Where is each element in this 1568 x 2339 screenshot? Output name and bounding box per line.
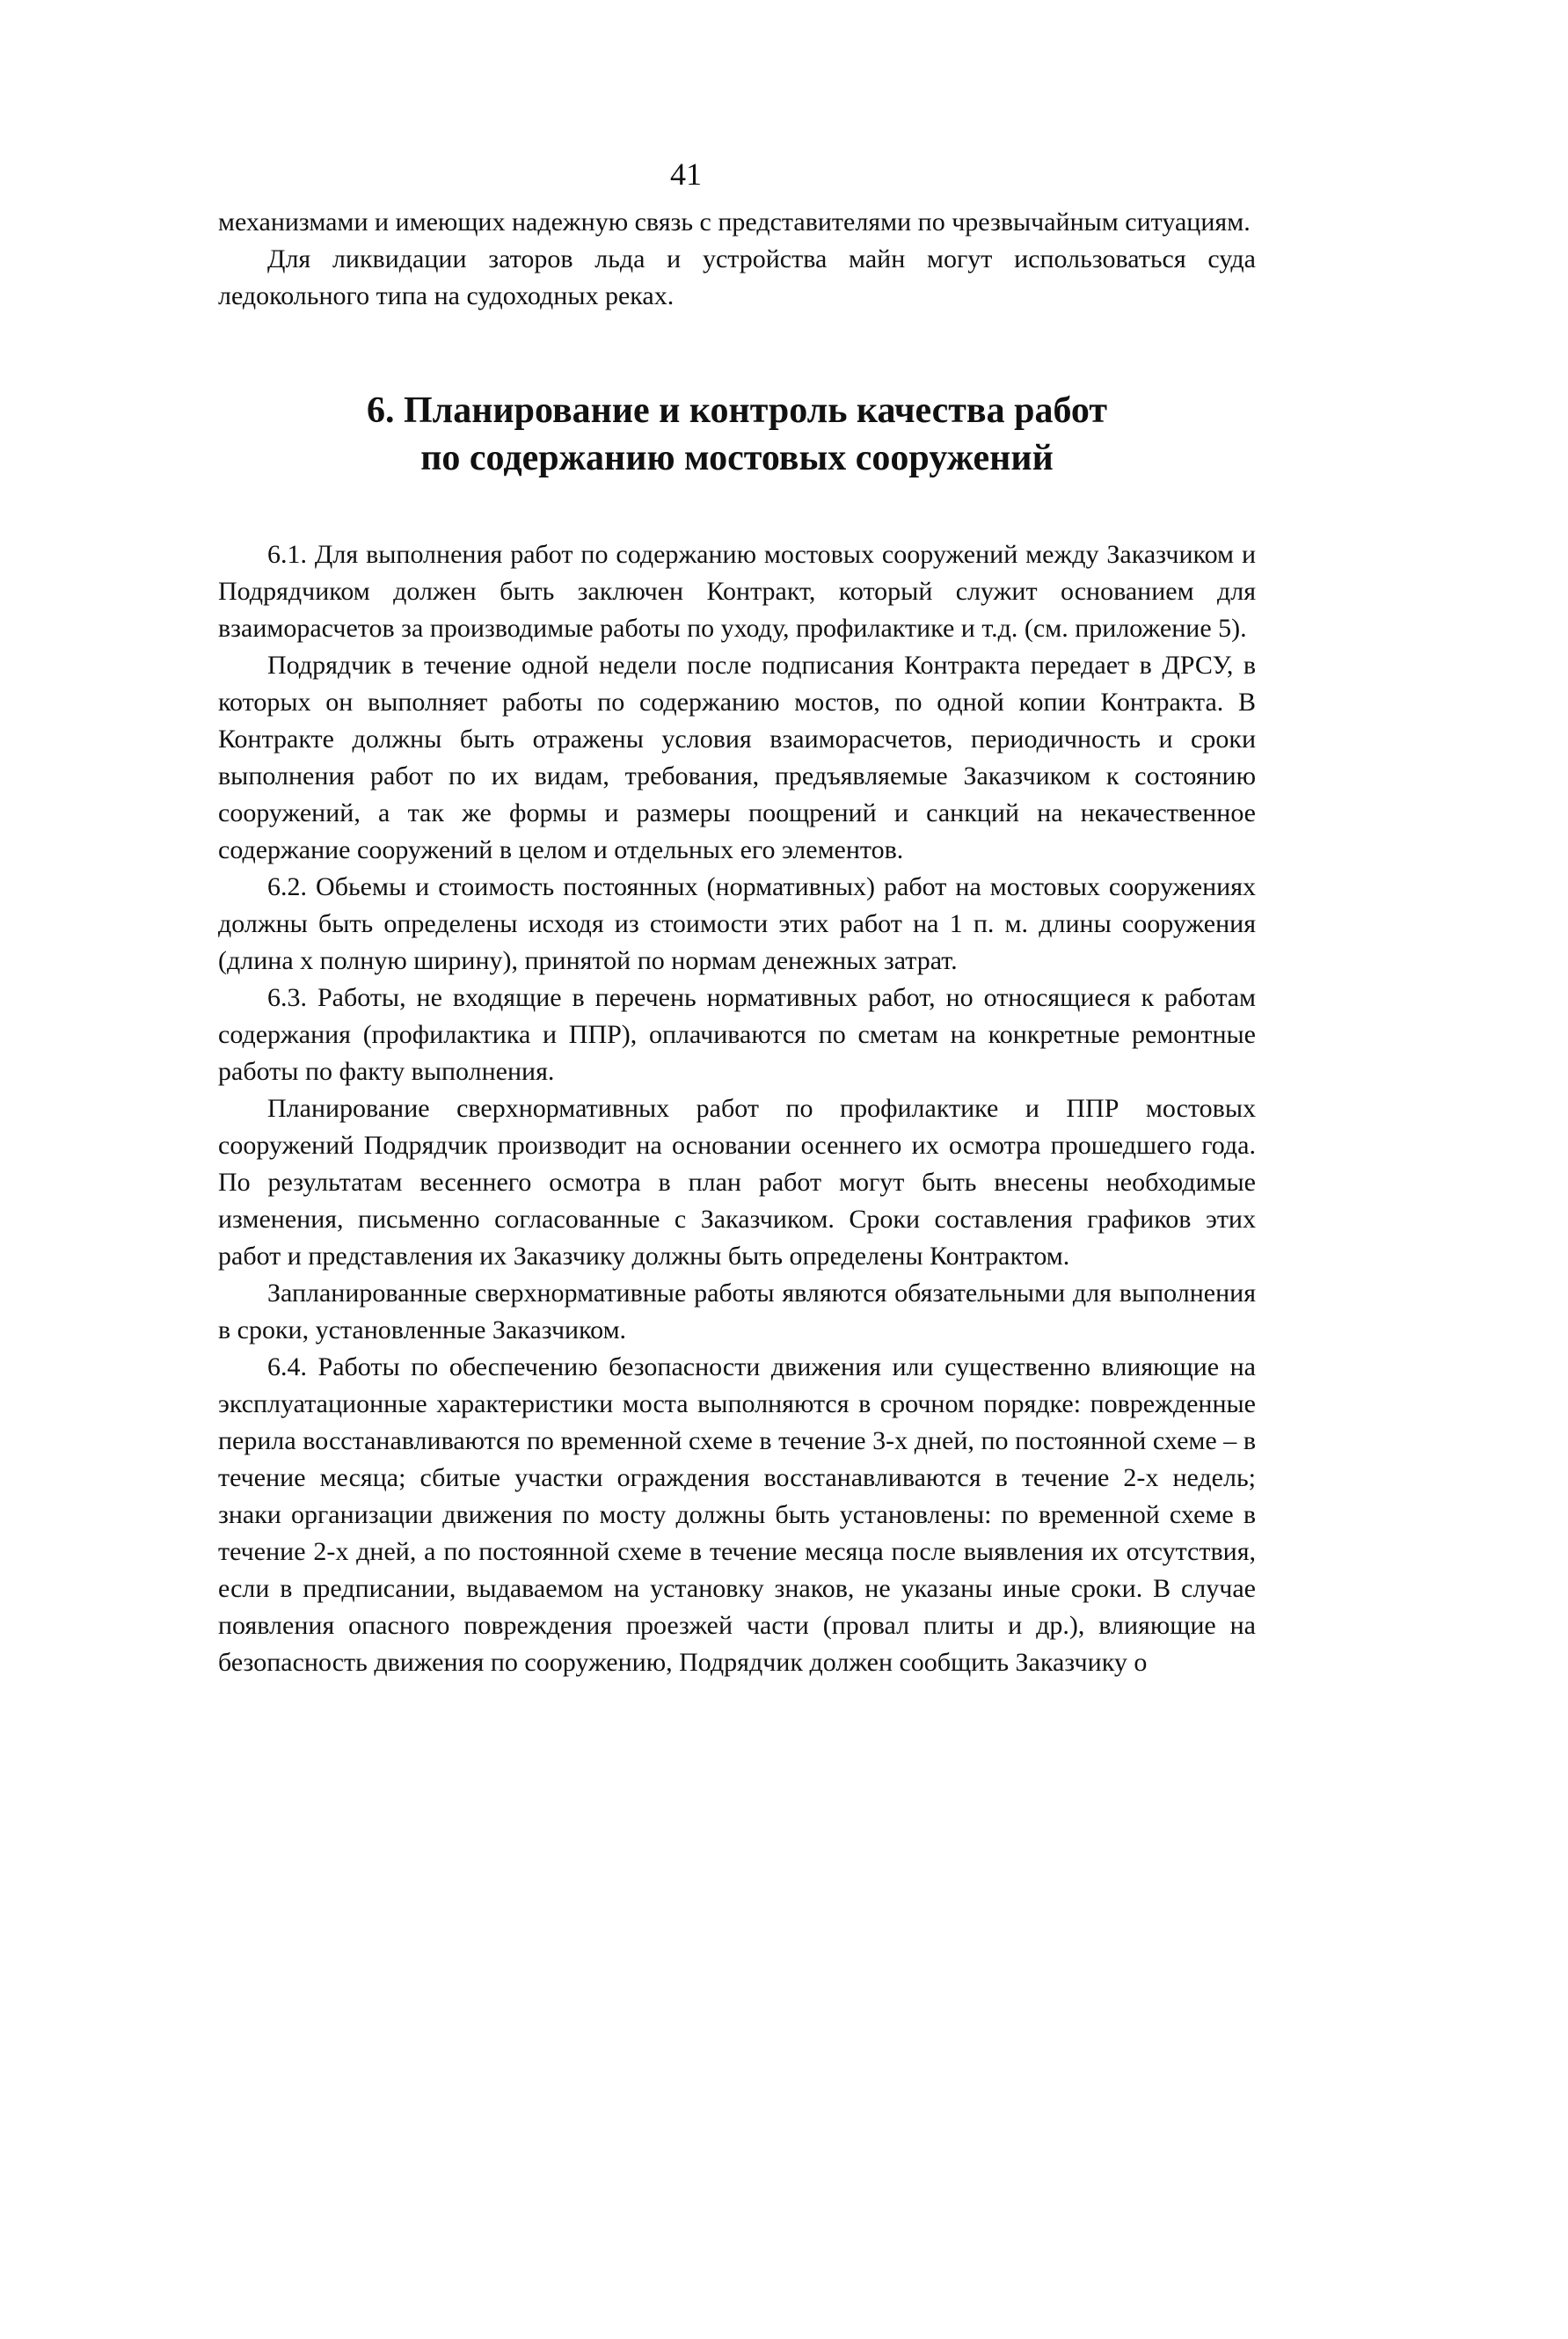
paragraph-6-3: 6.3. Работы, не входящие в перечень нормативных работ, но относящиеся к работам содержания (профилактика и ППР), оплачиваются по сметам на конкретные ремонтные работы по факту выполнения. <box>218 983 1256 1086</box>
section-heading-line-2: по содержанию мостовых сооружений <box>420 438 1054 478</box>
section-heading <box>218 387 1256 482</box>
paragraph-contractor-transfer: Подрядчик в течение одной недели после подписания Контракта передает в ДРСУ, в которых он выполняет работы по содержанию мостов, по одной копии Контракта. В Контракте должны быть отражены условия взаиморасчетов, периодичность и сроки выполнения работ по их видам, требования, предъявляемые Заказчиком к состоянию сооружений, а так же формы и размеры поощрений и санкций на некачественное содержание сооружений в целом и отдельных его элементов. <box>218 651 1256 864</box>
page-number: 41 <box>670 157 702 192</box>
page-content <box>218 204 1256 1681</box>
paragraph-icebreakers: Для ликвидации заторов льда и устройства майн могут использоваться суда ледокольного типа на судоходных реках. <box>218 244 1256 310</box>
paragraph-6-4: 6.4. Работы по обеспечению безопасности движения или существенно влияющие на эксплуатационные характеристики моста выполняются в срочном порядке: поврежденные перила восстанавливаются по временной схеме в течение 3-х дней, по постоянной схеме – в течение месяца; сбитые участки ограждения восстанавливаются в течение 2-х недель; знаки организации движения по мосту должны быть установлены: по временной схеме в течение 2-х дней, а по постоянной схеме в течение месяца после выявления их отсутствия, если в предписании, выдаваемом на установку знаков, не указаны иные сроки. В случае появления опасного повреждения проезжей части (провал плиты и др.), влияющие на безопасность движения по сооружению, Подрядчик должен сообщить Заказчику о <box>218 1352 1256 1677</box>
paragraph-planned-works: Запланированные сверхнормативные работы являются обязательными для выполнения в сроки, установленные Заказчиком. <box>218 1279 1256 1344</box>
paragraph-6-2: 6.2. Обьемы и стоимость постоянных (нормативных) работ на мостовых сооружениях должны быть определены исходя из стоимости этих работ на 1 п. м. длины сооружения (длина х полную ширину), принятой по нормам денежных затрат. <box>218 872 1256 975</box>
section-heading-line-1: 6. Планирование и контроль качества работ <box>367 390 1107 431</box>
paragraph-planning: Планирование сверхнормативных работ по профилактике и ППР мостовых сооружений Подрядчик производит на основании осеннего их осмотра прошедшего года. По результатам весеннего осмотра в план работ могут быть внесены необходимые изменения, письменно согласованные с Заказчиком. Сроки составления графиков этих работ и представления их Заказчику должны быть определены Контрактом. <box>218 1094 1256 1271</box>
paragraph-6-1: 6.1. Для выполнения работ по содержанию мостовых сооружений между Заказчиком и Подрядчиком должен быть заключен Контракт, который служит основанием для взаиморасчетов за производимые работы по уходу, профилактике и т.д. (см. приложение 5). <box>218 540 1256 643</box>
paragraph-continuation: механизмами и имеющих надежную связь с представителями по чрезвычайным ситуациям. <box>218 208 1251 237</box>
